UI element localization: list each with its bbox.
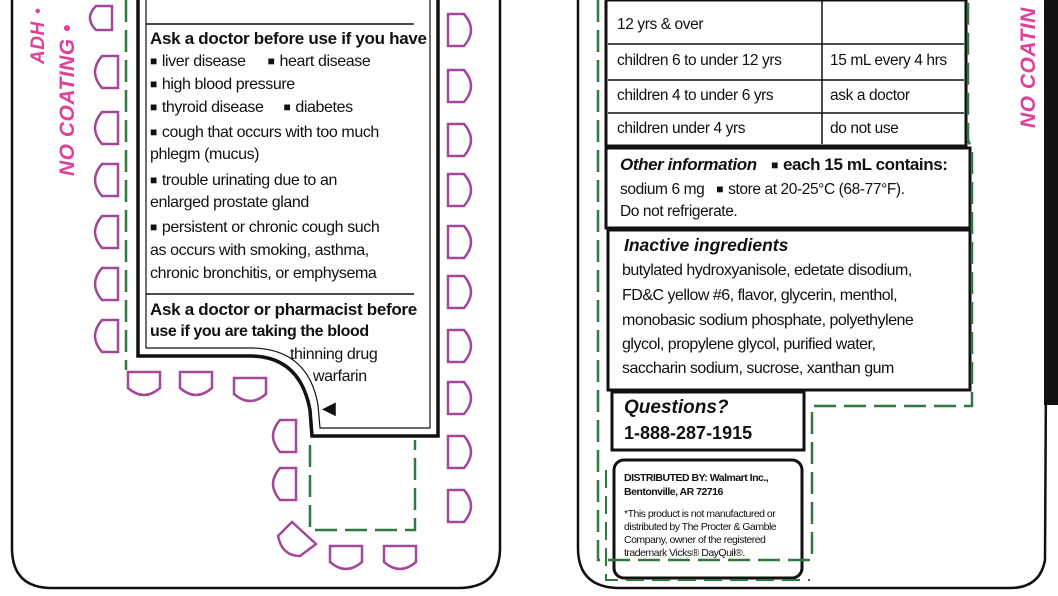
dosage-age-cell: 12 yrs & over — [617, 16, 704, 33]
dosage-dose-cell: 15 mL every 4 hrs — [830, 52, 947, 69]
pharmacist-line: use if you are taking the blood — [150, 323, 369, 340]
questions-title: Questions? — [624, 397, 729, 418]
warning-item: ■ thyroid disease — [150, 99, 263, 116]
warning-item: ■ high blood pressure — [150, 76, 295, 94]
storage-temp: ■ store at 20-25°C (68-77°F). — [716, 181, 904, 198]
warning-item: ■ heart disease — [268, 53, 371, 70]
dosage-dose-cell: ask a doctor — [830, 87, 910, 104]
other-info-line3: Do not refrigerate. — [620, 203, 738, 220]
inactive-title: Inactive ingredients — [624, 235, 789, 255]
warnings-heading: Ask a doctor before use if you have — [150, 29, 427, 48]
warning-item-row — [150, 99, 353, 117]
no-coating-right: NO COATIN — [1017, 7, 1040, 128]
distributor-line: DISTRIBUTED BY: Walmart Inc., — [624, 472, 769, 484]
dosage-age-cell: children 6 to under 12 yrs — [617, 52, 782, 69]
pharmacist-heading: Ask a doctor or pharmacist before — [150, 300, 417, 319]
questions-phone: 1-888-287-1915 — [624, 423, 753, 443]
warning-item-cont: as occurs with smoking, asthma, — [150, 242, 369, 259]
other-info-line2 — [620, 181, 905, 199]
inactive-line: glycol, propylene glycol, purified water, — [622, 336, 876, 353]
warning-item-row — [150, 53, 370, 71]
warning-item: ■ cough that occurs with too much — [150, 124, 379, 142]
pharmacist-line: warfarin — [313, 368, 367, 385]
inactive-line: monobasic sodium phosphate, polyethylene — [622, 312, 914, 329]
disclaimer-line: Company, owner of the registered — [624, 534, 766, 546]
warning-item: ■ liver disease — [150, 53, 246, 70]
right-black-band — [1044, 0, 1058, 405]
pharmacist-line: thinning drug — [290, 346, 378, 363]
warning-item: ■ persistent or chronic cough such — [150, 219, 379, 237]
distributor-line: Bentonville, AR 72716 — [624, 486, 723, 498]
dosage-age-cell: children 4 to under 6 yrs — [617, 87, 774, 104]
warning-item: ■ trouble urinating due to an — [150, 172, 337, 190]
warning-item-cont: enlarged prostate gland — [150, 194, 309, 211]
disclaimer-line: distributed by The Procter & Gamble — [624, 521, 777, 533]
side-label-adh: ADH — [28, 21, 49, 64]
side-label-bullet: • — [30, 7, 47, 14]
dosage-dose-cell: do not use — [830, 120, 899, 137]
inactive-line: butylated hydroxyanisole, edetate disodium, — [622, 262, 912, 279]
other-info-title: Other information — [620, 155, 757, 174]
inactive-line: FD&C yellow #6, flavor, glycerin, menthol, — [622, 287, 898, 304]
disclaimer-line: *This product is not manufactured or — [624, 508, 776, 520]
warning-item-cont: phlegm (mucus) — [150, 146, 260, 163]
warning-item-cont: chronic bronchitis, or emphysema — [150, 265, 377, 282]
continue-arrow-icon: ◀ — [322, 398, 336, 418]
dosage-age-cell: children under 4 yrs — [617, 120, 746, 137]
other-info-contains: ■ each 15 mL contains: — [771, 155, 947, 174]
other-info-line1 — [620, 155, 948, 175]
no-coating-left: NO COATING • — [56, 24, 79, 176]
disclaimer-line: trademark Vicks® DayQuil®. — [624, 547, 745, 559]
inactive-line: saccharin sodium, sucrose, xanthan gum — [622, 360, 894, 377]
warning-item: ■ diabetes — [284, 99, 353, 116]
sodium-content: sodium 6 mg — [620, 181, 705, 198]
